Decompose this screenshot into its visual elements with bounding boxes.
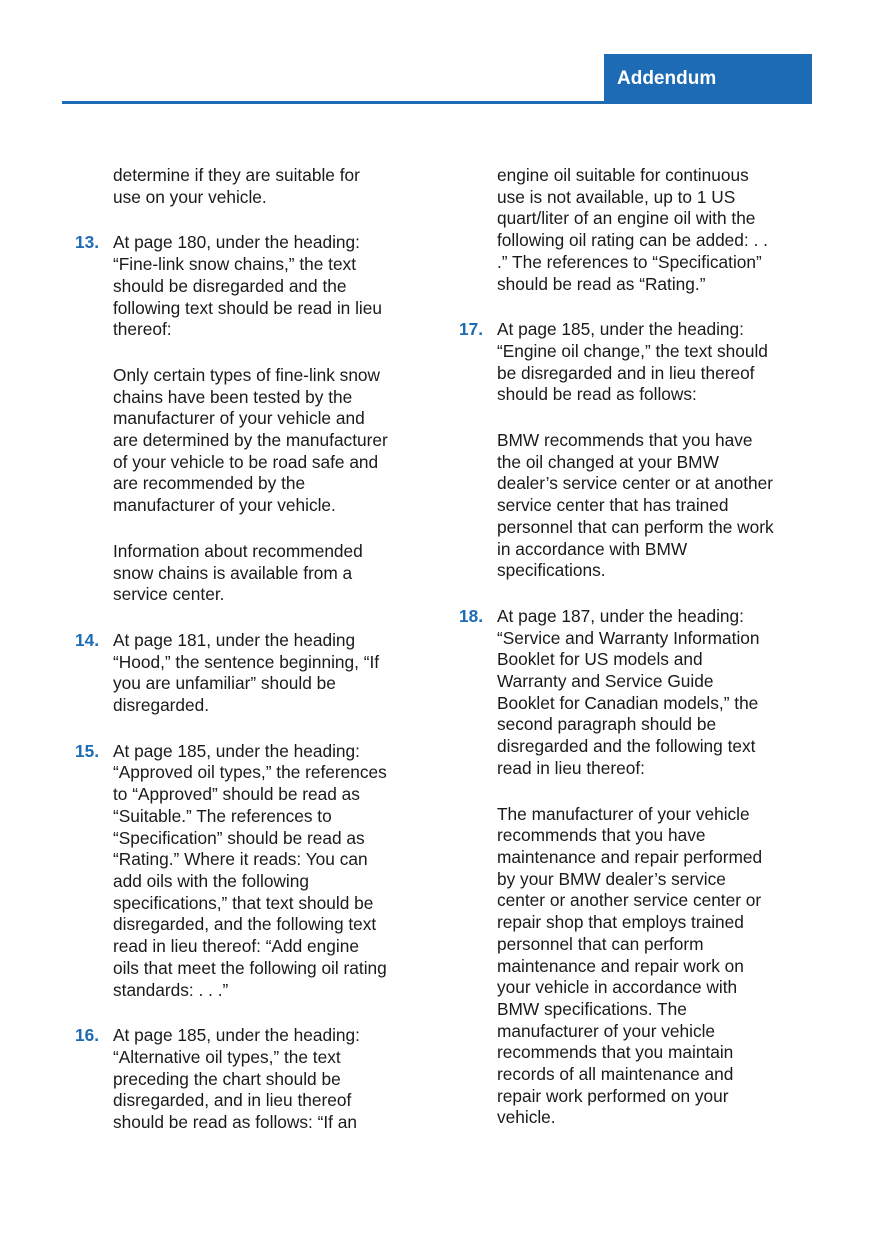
paragraph: determine if they are suitable for use on your vehicle. xyxy=(113,165,360,207)
item-number: 14. xyxy=(75,629,100,650)
list-item-18: 18. At page 187, under the heading: “Service and Warranty Information Booklet for US models and Warranty and Service Guide Booklet for Canadian models,” the second paragraph should be disregarded and the following text read in lieu thereof: xyxy=(459,605,760,778)
paragraph: Information about recommended snow chains is available from a service center. xyxy=(113,540,363,605)
list-item-17: 17. At page 185, under the heading: “Engine oil change,” the text should be disregarded and in lieu thereof should be read as follows: xyxy=(459,319,768,405)
item-number: 13. xyxy=(75,232,100,253)
list-item-16: 16. At page 185, under the heading: “Alternative oil types,” the text preceding the chart should be disregarded, and in lieu thereof should be read as follows: “If an xyxy=(75,1025,360,1133)
paragraph: engine oil suitable for continuous use is not available, up to 1 US quart/liter of an engine oil with the following oil rating can be added: . . .” The references to “Specification” should be read as “Rating.” xyxy=(497,165,768,294)
item-number: 15. xyxy=(75,740,100,761)
left-column xyxy=(75,165,433,1158)
paragraph: Only certain types of fine-link snow chains have been tested by the manufacturer of your vehicle and are determined by the manufacturer of your vehicle to be road safe and are recommended by the manufacturer of your vehicle. xyxy=(113,364,388,516)
item-number: 18. xyxy=(459,605,484,626)
list-item-15: 15. At page 185, under the heading: “Approved oil types,” the references to “Approved” should be read as “Suitable.” The references to “Specification” should be read as “Rating.” Where it reads: You can add oils with the following specifications,” that text should be disregarded, and the following text read in lieu thereof: “Add engine oils that meet the following oil rating standards: . . .” xyxy=(75,740,387,1000)
section-tab xyxy=(604,54,812,104)
paragraph: The manufacturer of your vehicle recommends that you have maintenance and repair performed by your BMW dealer’s service center or another service center or repair shop that employs trained personnel that can perform maintenance and repair work on your vehicle in accordance with BMW specifications. The manufacturer of your vehicle recommends that you maintain records of all maintenance and repair work performed on your vehicle. xyxy=(497,803,763,1128)
item-number: 16. xyxy=(75,1025,100,1046)
item-number: 17. xyxy=(459,319,484,340)
right-column xyxy=(459,165,817,1153)
list-item-14: 14. At page 181, under the heading “Hood,” the sentence beginning, “If you are unfamiliar” should be disregarded. xyxy=(75,629,380,716)
list-item-13: 13. At page 180, under the heading: “Fine-link snow chains,” the text should be disregarded and the following text should be read in lieu thereof: xyxy=(75,232,382,340)
paragraph: BMW recommends that you have the oil changed at your BMW dealer’s service center or at another service center that has trained personnel that can perform the work in accordance with BMW specifications. xyxy=(497,430,774,581)
section-title: Addendum xyxy=(617,68,717,89)
